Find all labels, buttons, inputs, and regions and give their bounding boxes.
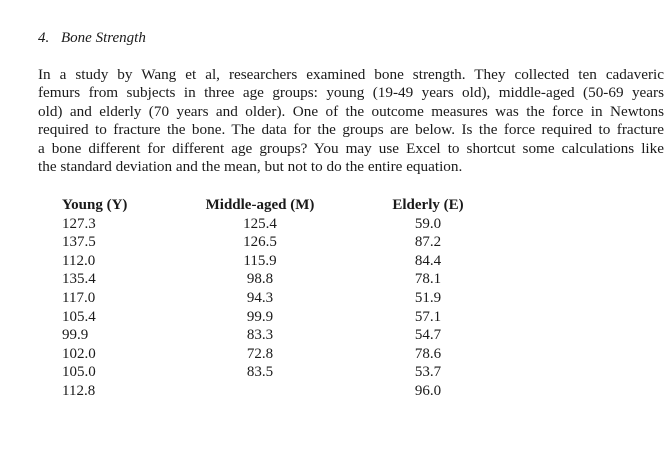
elderly-value: 84.4 [414, 252, 442, 269]
elderly-value: 59.0 [414, 215, 442, 232]
problem-number: 4. [38, 30, 50, 46]
description-line: femurs from subjects in three age groups: young (19-49 years old), middle-aged (50-69 years [38, 84, 664, 102]
young-value: 105.4 [62, 308, 96, 325]
young-value: 99.9 [62, 327, 89, 344]
elderly-value: 78.6 [414, 345, 442, 362]
description-line: old) and elderly (70 years and older). One of the outcome measures was the force in Newtons [38, 102, 664, 120]
young-column-header: Young (Y) [62, 197, 128, 213]
middle-aged-value: 94.3 [246, 289, 274, 306]
middle-aged-value: 125.4 [243, 215, 277, 232]
young-column [62, 196, 152, 401]
middle-aged-value: 72.8 [246, 345, 274, 362]
young-value: 127.3 [62, 215, 96, 232]
young-value: 135.4 [62, 271, 96, 288]
description-line: the standard deviation and the mean, but not to do the entire equation. [38, 158, 463, 176]
middle-aged-value: 99.9 [246, 308, 274, 325]
middle-aged-value: 126.5 [243, 234, 277, 251]
young-value: 105.0 [62, 364, 96, 381]
young-value: 112.0 [62, 252, 96, 269]
elderly-column-header: Elderly (E) [392, 197, 464, 213]
middle-aged-value: 98.8 [246, 271, 274, 288]
elderly-value: 57.1 [414, 308, 442, 325]
problem-heading [38, 30, 146, 47]
elderly-value: 53.7 [414, 364, 442, 381]
elderly-value: 78.1 [414, 271, 442, 288]
description-line: required to fracture the bone. The data for the groups are below. Is the force required to fracture [38, 121, 664, 139]
middle-aged-value: 115.9 [243, 252, 277, 269]
elderly-column [382, 196, 474, 401]
problem-title: Bone Strength [61, 30, 146, 46]
elderly-value: 54.7 [414, 327, 442, 344]
young-value: 117.0 [62, 289, 96, 306]
middle-aged-column-header: Middle-aged (M) [205, 197, 315, 213]
problem-description [38, 66, 664, 176]
middle-aged-value: 83.5 [246, 364, 274, 381]
description-line: In a study by Wang et al, researchers examined bone strength. They collected ten cadaveric [38, 66, 664, 83]
elderly-value: 96.0 [414, 382, 442, 399]
young-value: 112.8 [62, 382, 96, 399]
middle-aged-column [198, 196, 322, 382]
young-value: 137.5 [62, 234, 96, 251]
young-value: 102.0 [62, 345, 96, 362]
elderly-value: 87.2 [414, 234, 442, 251]
middle-aged-value: 83.3 [246, 327, 274, 344]
description-line: a bone different for different age groups? You may use Excel to shortcut some calculations like [38, 139, 664, 157]
elderly-value: 51.9 [414, 289, 442, 306]
